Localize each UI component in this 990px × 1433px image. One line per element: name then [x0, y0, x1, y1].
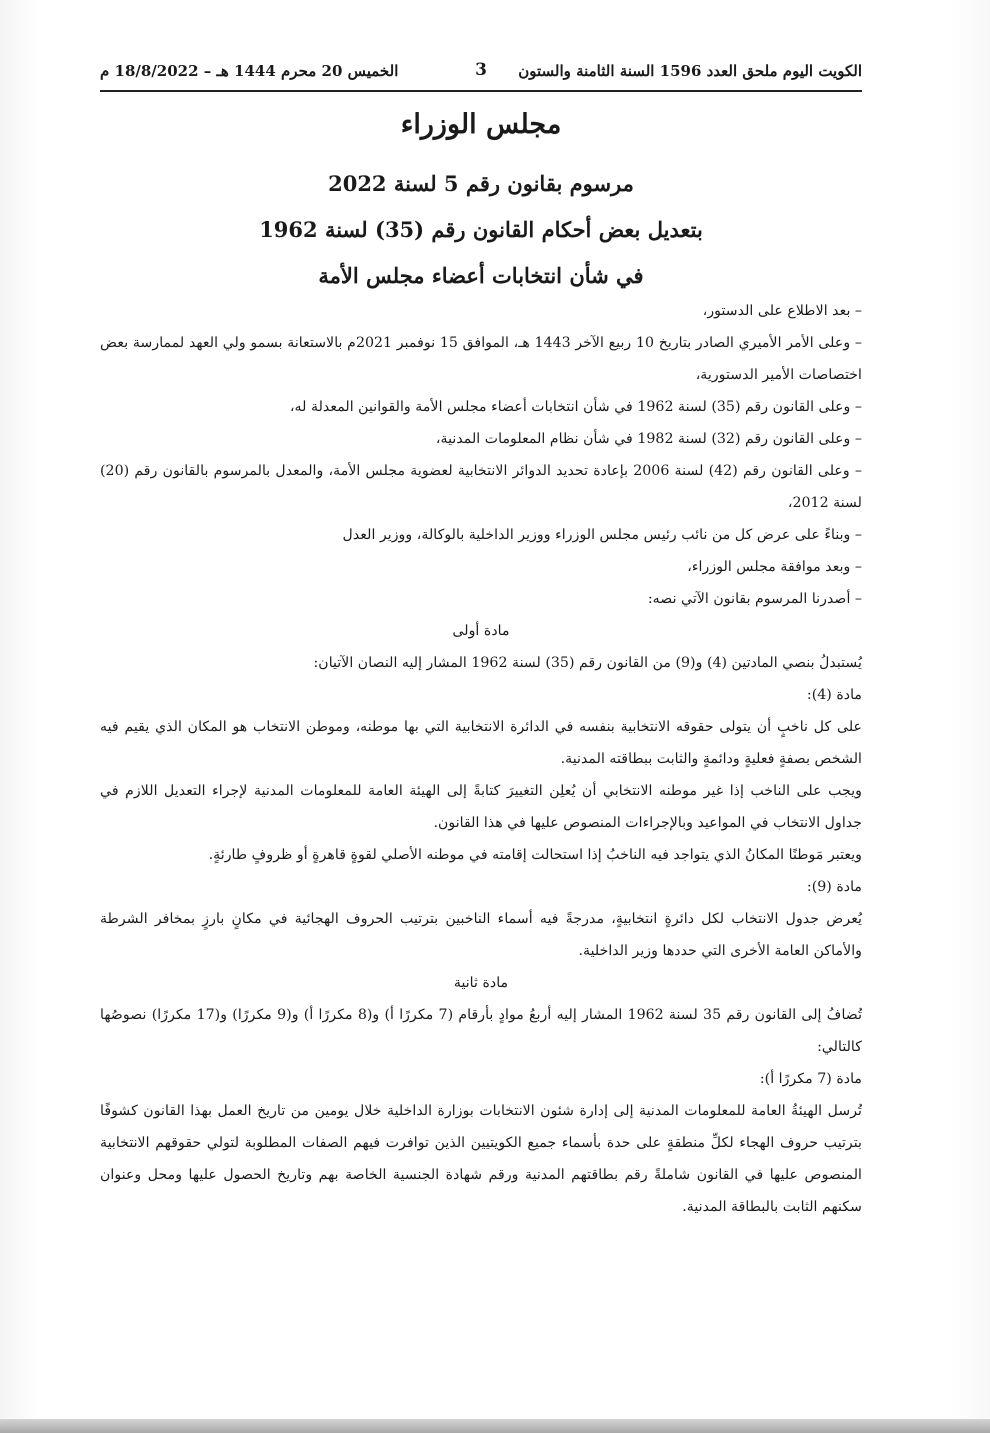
preamble-proposal: – وبناءً على عرض كل من نائب رئيس مجلس الوزراء ووزير الداخلية بالوكالة، ووزير العدل [342, 527, 862, 543]
preamble-issuance: – أصدرنا المرسوم بقانون الآتي نصه: [647, 591, 862, 607]
article-4-heading: مادة (4): [806, 687, 862, 703]
article-two-heading: مادة ثانية [453, 975, 509, 991]
header-page-number: 3 [475, 60, 487, 80]
header-date: الخميس 20 محرم 1444 هـ – 18/8/2022 م [100, 62, 399, 80]
decree-title: مرسوم بقانون رقم 5 لسنة 2022 [328, 171, 634, 196]
page-title: مجلس الوزراء [400, 109, 562, 140]
article-9-heading: مادة (9): [806, 879, 862, 895]
article-two-text: تُضافُ إلى القانون رقم 35 لسنة 1962 المشار إليه أربعُ موادٍ بأرقام (7 مكررًا أ) و(8 مكررًا أ) و(9 مكررًا) و(17 مكررًا) نصوصُها كالتالي: [100, 1007, 863, 1055]
article-one-heading: مادة أولى [452, 623, 510, 639]
page-header [100, 58, 862, 88]
header-issue-info: الكويت اليوم ملحق العدد 1596 السنة الثامنة والستون [518, 62, 862, 80]
preamble-law-35: – وعلى القانون رقم (35) لسنة 1962 في شأن انتخابات أعضاء مجلس الأمة والقوانين المعدلة له، [289, 399, 862, 415]
preamble-constitution: – بعد الاطلاع على الدستور، [702, 303, 862, 319]
header-divider [100, 90, 862, 92]
preamble-law-42: – وعلى القانون رقم (42) لسنة 2006 بإعادة تحديد الدوائر الانتخابية لعضوية مجلس الأمة، والمعدل بالمرسوم بالقانون رقم (20) لسنة 2012، [100, 463, 863, 511]
document-titles [100, 105, 862, 299]
amendment-title: بتعديل بعض أحكام القانون رقم (35) لسنة 1962 [259, 217, 703, 242]
page-bottom-edge [0, 1419, 990, 1433]
preamble-law-32: – وعلى القانون رقم (32) لسنة 1982 في شأن نظام المعلومات المدنية، [435, 431, 862, 447]
article-4-para-1: على كل ناخبٍ أن يتولى حقوقه الانتخابية بنفسه في الدائرة الانتخابية التي بها موطنه، وموطن الانتخاب هو المكان الذي يقيم فيه الشخص بصفةٍ فعليةٍ ودائمةٍ والثابت ببطاقته المدنية. [100, 719, 862, 767]
preamble-amiri-order: – وعلى الأمر الأميري الصادر بتاريخ 10 ربيع الآخر 1443 هـ، الموافق 15 نوفمبر 2021م بالاستعانة بسمو ولي العهد لممارسة بعض اختصاصات الأمير الدستورية، [100, 335, 862, 383]
article-9-text: يُعرض جدول الانتخاب لكل دائرةٍ انتخابيةٍ، مدرجةً فيه أسماء الناخبين بترتيب الحروف الهجائية في مكانٍ بارزٍ بمخافر الشرطة والأماكن العامة الأخرى التي حددها وزير الداخلية. [100, 911, 862, 959]
document-body [100, 295, 862, 1223]
article-7-bis-text: تُرسل الهيئةُ العامة للمعلومات المدنية إلى إدارة شئون الانتخابات بوزارة الداخلية خلال يومين من تاريخ العمل بهذا القانون كشوفًا بترتيب حروف الهجاء لكلِّ منطقةٍ على حدة بأسماء جميع الكويتيين الذين توافرت فيهم الصفات المطلوبة لتولي حقوقهم الانتخابية المنصوص عليها في القانون شاملةً رقم بطاقتهم المدنية ورقم شهادة الجنسية الخاصة بهم وتاريخ الحصول عليها ومحل وعنوان سكنهم الثابت بالبطاقة المدنية. [100, 1103, 862, 1215]
article-7-bis-heading: مادة (7 مكررًا أ): [759, 1071, 862, 1087]
article-one-text: يُستبدلُ بنصي المادتين (4) و(9) من القانون رقم (35) لسنة 1962 المشار إليه النصان الآتيان: [313, 655, 862, 671]
subject-title: في شأن انتخابات أعضاء مجلس الأمة [318, 263, 644, 288]
article-4-para-2: ويجب على الناخب إذا غير موطنه الانتخابي أن يُعلِن التغييرَ كتابةً إلى الهيئة العامة للمعلومات المدنية لإجراء التعديل اللازم في جداول الانتخاب في المواعيد وبالإجراءات المنصوص عليها في هذا القانون. [100, 783, 862, 831]
article-4-para-3: ويعتبر مَوطنًا المكانُ الذي يتواجد فيه الناخبُ إذا استحالت إقامته في موطنه الأصلي لقوةٍ قاهرةٍ أو ظروفٍ طارئةٍ. [208, 847, 862, 863]
preamble-approval: – وبعد موافقة مجلس الوزراء، [687, 559, 862, 575]
